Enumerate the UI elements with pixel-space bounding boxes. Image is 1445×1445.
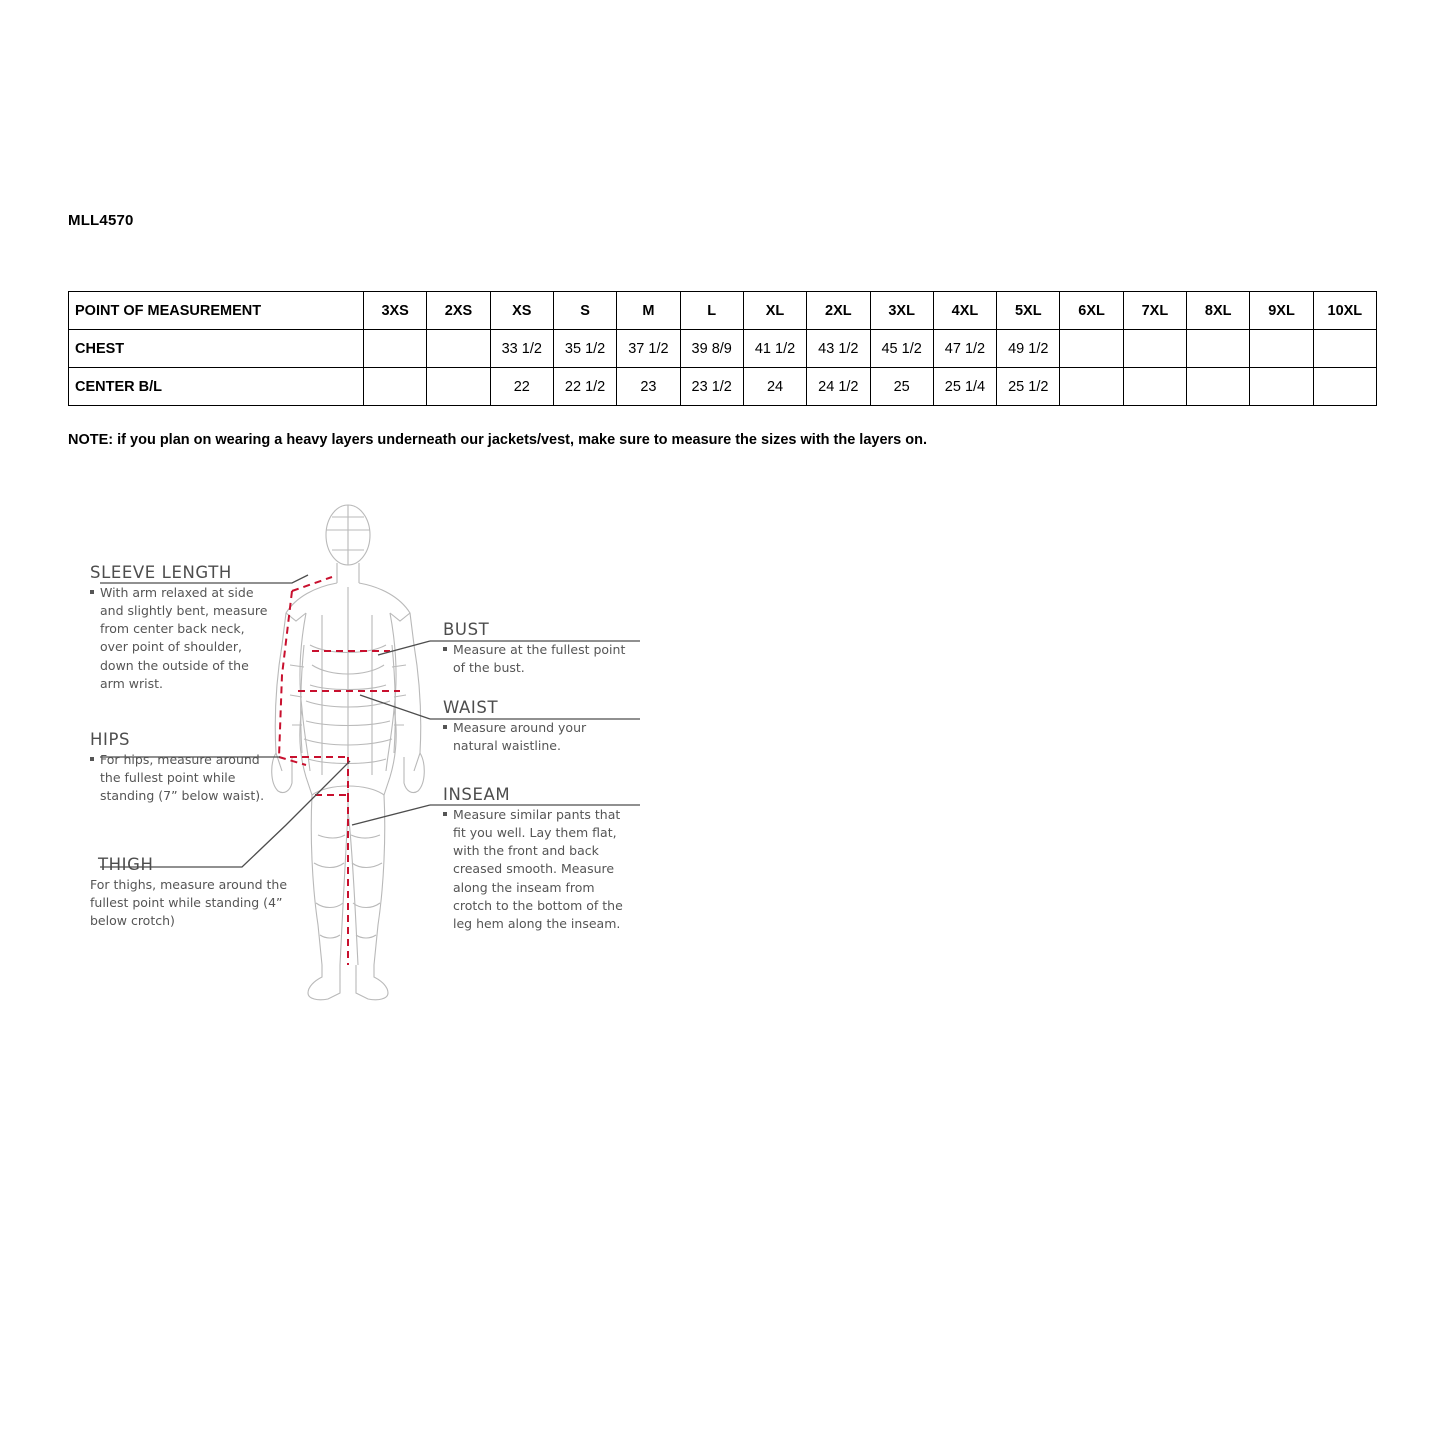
callout-body-waist: Measure around your natural waistline. xyxy=(443,719,633,755)
column-header-3xs: 3XS xyxy=(364,292,427,330)
cell-centerbl-8xl xyxy=(1187,368,1250,406)
callout-bust xyxy=(443,620,633,677)
column-header-6xl: 6XL xyxy=(1060,292,1123,330)
mannequin-outline xyxy=(272,505,425,1000)
callout-body-sleeve-length: With arm relaxed at side and slightly bent, measure from center back neck, over point of shoulder, down the outside of the arm wrist. xyxy=(90,584,275,693)
column-header-5xl: 5XL xyxy=(997,292,1060,330)
callout-body-bust: Measure at the fullest point of the bust. xyxy=(443,641,633,677)
table-row xyxy=(69,368,1377,406)
column-header-4xl: 4XL xyxy=(933,292,996,330)
column-header-2xs: 2XS xyxy=(427,292,490,330)
callout-title-hips: HIPS xyxy=(90,730,131,749)
table-row xyxy=(69,330,1377,368)
callout-hips xyxy=(90,730,280,805)
cell-chest-m: 37 1/2 xyxy=(617,330,680,368)
cell-centerbl-7xl xyxy=(1123,368,1186,406)
table-header-row xyxy=(69,292,1377,330)
callout-body-hips: For hips, measure around the fullest point while standing (7” below waist). xyxy=(90,751,280,805)
column-header-m: M xyxy=(617,292,680,330)
measurement-note: NOTE: if you plan on wearing a heavy layers underneath our jackets/vest, make sure to measure the sizes with the layers on. xyxy=(68,432,928,448)
cell-centerbl-2xs xyxy=(427,368,490,406)
cell-centerbl-xs: 22 xyxy=(490,368,553,406)
callout-title-waist: WAIST xyxy=(443,698,499,717)
cell-chest-8xl xyxy=(1187,330,1250,368)
cell-centerbl-4xl: 25 1/4 xyxy=(933,368,996,406)
cell-chest-s: 35 1/2 xyxy=(553,330,616,368)
size-chart-table xyxy=(68,291,1377,406)
callout-title-thigh: THIGH xyxy=(98,855,154,874)
column-header-xs: XS xyxy=(490,292,553,330)
callout-body-thigh: For thighs, measure around the fullest point while standing (4” below crotch) xyxy=(90,877,288,929)
page-title: MLL4570 xyxy=(68,212,134,229)
cell-chest-2xl: 43 1/2 xyxy=(807,330,870,368)
cell-chest-10xl xyxy=(1313,330,1376,368)
cell-centerbl-6xl xyxy=(1060,368,1123,406)
cell-centerbl-5xl: 25 1/2 xyxy=(997,368,1060,406)
cell-chest-6xl xyxy=(1060,330,1123,368)
cell-centerbl-s: 22 1/2 xyxy=(553,368,616,406)
cell-centerbl-10xl xyxy=(1313,368,1376,406)
cell-centerbl-3xl: 25 xyxy=(870,368,933,406)
cell-chest-5xl: 49 1/2 xyxy=(997,330,1060,368)
cell-chest-xs: 33 1/2 xyxy=(490,330,553,368)
cell-centerbl-xl: 24 xyxy=(743,368,806,406)
measurement-diagram xyxy=(60,495,700,1035)
column-header-l: L xyxy=(680,292,743,330)
callout-waist xyxy=(443,698,633,755)
cell-centerbl-9xl xyxy=(1250,368,1313,406)
cell-chest-xl: 41 1/2 xyxy=(743,330,806,368)
column-header-8xl: 8XL xyxy=(1187,292,1250,330)
callout-thigh xyxy=(90,855,290,930)
row-label-chest: CHEST xyxy=(69,330,364,368)
column-header-point-of-measurement: POINT OF MEASUREMENT xyxy=(69,292,364,330)
callout-inseam xyxy=(443,785,633,933)
callout-body-inseam: Measure similar pants that fit you well. Lay them flat, with the front and back creased smooth. Measure along the inseam from crotch to the bottom of the leg hem along the inseam. xyxy=(443,806,633,933)
column-header-xl: XL xyxy=(743,292,806,330)
callout-sleeve-length xyxy=(90,563,275,693)
callout-title-bust: BUST xyxy=(443,620,490,639)
cell-centerbl-m: 23 xyxy=(617,368,680,406)
cell-centerbl-3xs xyxy=(364,368,427,406)
cell-chest-7xl xyxy=(1123,330,1186,368)
measurement-table xyxy=(68,291,1377,406)
cell-centerbl-2xl: 24 1/2 xyxy=(807,368,870,406)
cell-chest-3xl: 45 1/2 xyxy=(870,330,933,368)
cell-chest-9xl xyxy=(1250,330,1313,368)
column-header-3xl: 3XL xyxy=(870,292,933,330)
cell-chest-3xs xyxy=(364,330,427,368)
column-header-9xl: 9XL xyxy=(1250,292,1313,330)
column-header-s: S xyxy=(553,292,616,330)
column-header-10xl: 10XL xyxy=(1313,292,1376,330)
row-label-center-bl: CENTER B/L xyxy=(69,368,364,406)
callout-title-sleeve-length: SLEEVE LENGTH xyxy=(90,563,232,582)
callout-title-inseam: INSEAM xyxy=(443,785,511,804)
cell-chest-4xl: 47 1/2 xyxy=(933,330,996,368)
column-header-7xl: 7XL xyxy=(1123,292,1186,330)
cell-centerbl-l: 23 1/2 xyxy=(680,368,743,406)
cell-chest-l: 39 8/9 xyxy=(680,330,743,368)
column-header-2xl: 2XL xyxy=(807,292,870,330)
cell-chest-2xs xyxy=(427,330,490,368)
